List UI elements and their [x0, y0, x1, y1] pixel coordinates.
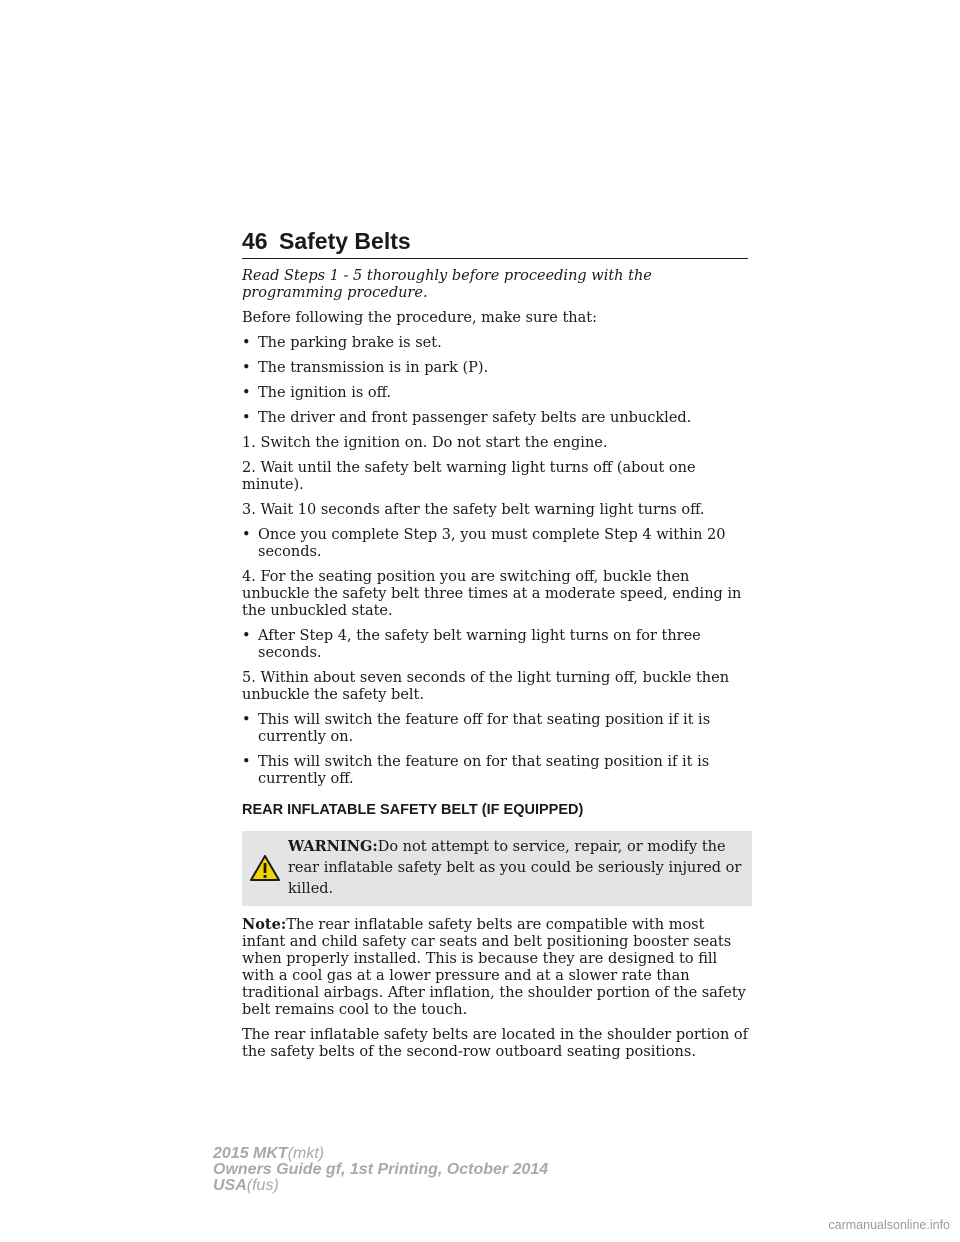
- bullet-icon: •: [242, 360, 251, 376]
- closing-paragraph: The rear inflatable safety belts are located in the shoulder portion of the safety belts of the second-row outboard seating positions.: [242, 1027, 749, 1060]
- bullet-icon: •: [242, 628, 251, 644]
- page-header: [242, 228, 748, 259]
- page-content: [242, 268, 752, 1069]
- warning-box: [242, 831, 752, 906]
- list-item: • This will switch the feature on for that seating position if it is currently off.: [242, 754, 710, 787]
- list-item: • Once you complete Step 3, you must complete Step 4 within 20 seconds.: [242, 527, 726, 560]
- list-item: • The parking brake is set.: [242, 335, 442, 351]
- bullet-icon: •: [242, 385, 251, 401]
- intro-note: Read Steps 1 - 5 thoroughly before proceeding with the programming procedure.: [242, 268, 652, 301]
- footer-line-3: USA(fus): [213, 1177, 279, 1194]
- footer-line-1: 2015 MKT(mkt): [213, 1145, 325, 1162]
- list-item: • The driver and front passenger safety belts are unbuckled.: [242, 410, 692, 426]
- warning-body: Do not attempt to service, repair, or modify the rear inflatable safety belt as you could be seriously injured or killed.: [288, 839, 742, 897]
- section-subheading: REAR INFLATABLE SAFETY BELT (IF EQUIPPED): [242, 802, 584, 818]
- bullet-icon: •: [242, 410, 251, 426]
- bullet-icon: •: [242, 527, 251, 543]
- step-5: 5. Within about seven seconds of the light turning off, buckle then unbuckle the safety belt.: [242, 670, 730, 703]
- bullet-icon: •: [242, 754, 251, 770]
- print-footer: [213, 1146, 548, 1194]
- step-3: 3. Wait 10 seconds after the safety belt warning light turns off.: [242, 502, 705, 518]
- note-body: The rear inflatable safety belts are compatible with most infant and child safety car seats and belt positioning booster seats when properly installed. This is because they are designed to fill with a cool gas at a lower pressure and at a slower rate than traditional airbags. After inflation, the shoulder portion of the safety belt remains cool to the touch.: [242, 917, 746, 1018]
- list-item: • This will switch the feature off for that seating position if it is currently on.: [242, 712, 711, 745]
- section-title: Safety Belts: [279, 228, 411, 254]
- before-text: Before following the procedure, make sure that:: [242, 310, 597, 326]
- step-4: 4. For the seating position you are switching off, buckle then unbuckle the safety belt three times at a moderate speed, ending in the unbuckled state.: [242, 569, 742, 619]
- watermark: carmanualsonline.info: [828, 1218, 950, 1232]
- warning-label: WARNING:: [288, 838, 378, 855]
- note-label: Note:: [242, 916, 287, 933]
- bullet-icon: •: [242, 335, 251, 351]
- step-2: 2. Wait until the safety belt warning light turns off (about one minute).: [242, 460, 696, 493]
- warning-text: [288, 836, 744, 900]
- list-item: • The ignition is off.: [242, 385, 392, 401]
- bullet-icon: •: [242, 712, 251, 728]
- note-paragraph: [242, 916, 752, 1019]
- footer-line-2: Owners Guide gf, 1st Printing, October 2014: [213, 1161, 549, 1178]
- list-item: • The transmission is in park (P).: [242, 360, 489, 376]
- list-item: • After Step 4, the safety belt warning light turns on for three seconds.: [242, 628, 701, 661]
- step-1: 1. Switch the ignition on. Do not start the engine.: [242, 435, 608, 451]
- page-number: 46: [242, 228, 268, 254]
- warning-triangle-icon: [242, 854, 288, 882]
